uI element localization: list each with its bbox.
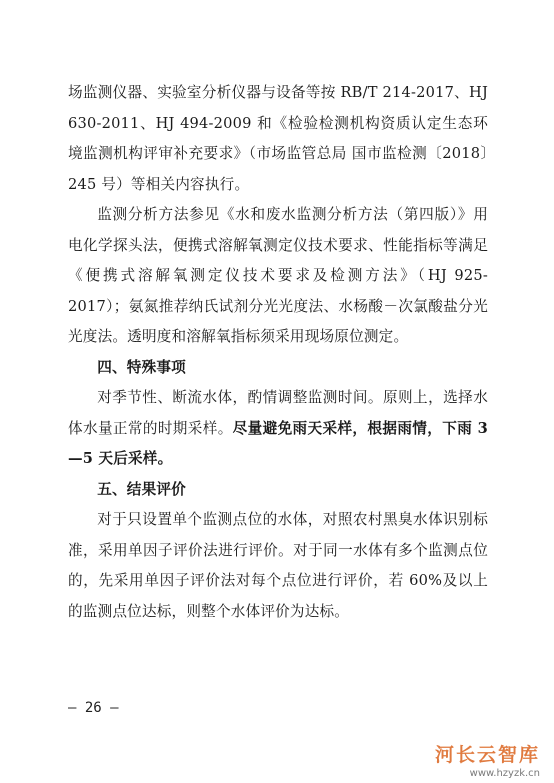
watermark-url: www.hzyzk.cn	[469, 768, 540, 779]
paragraph-analysis-methods: 监测分析方法参见《水和废水监测分析方法（第四版）》用电化学探头法，便携式溶解氧测定仪技术要求、性能指标等满足《便携式溶解氧测定仪技术要求及检测方法》（HJ 925-2017）；氨氮推荐纳氏试剂分光光度法、水杨酸－次氯酸盐分光光度法。透明度和溶解氧指标须采用现场原位测定。	[68, 206, 488, 345]
special-matters-text: 对季节性、断流水体，酌情调整监测时间。原则上，选择水体水量正常的时期采样。	[68, 389, 488, 437]
watermark-logo	[435, 740, 540, 779]
section-heading-result-evaluation: 五、结果评价	[97, 480, 186, 498]
paragraph-result-evaluation: 对于只设置单个监测点位的水体，对照农村黑臭水体识别标准，采用单因子评价法进行评价。对于同一水体有多个监测点位的，先采用单因子评价法对每个点位进行评价，若 60%及以上的监测点位达标，则整个水体评价为达标。	[68, 511, 488, 620]
section-heading-special-matters: 四、特殊事项	[97, 358, 186, 376]
paragraph-equipment-standards: 场监测仪器、实验室分析仪器与设备等按 RB/T 214-2017、HJ 630-2011、HJ 494-2009 和《检验检测机构资质认定生态环境监测机构评审补充要求》（市场监管总局 国市监检测〔2018〕245 号）等相关内容执行。	[68, 84, 488, 193]
page-number: — 26 —	[68, 700, 119, 716]
document-body	[68, 78, 488, 627]
paragraph-special-matters	[68, 383, 488, 475]
watermark-title: 河长云智库	[434, 744, 540, 766]
special-matters-emphasis: 尽量避免雨天采样，根据雨情，下雨 3—5 天后采样。	[68, 419, 488, 467]
